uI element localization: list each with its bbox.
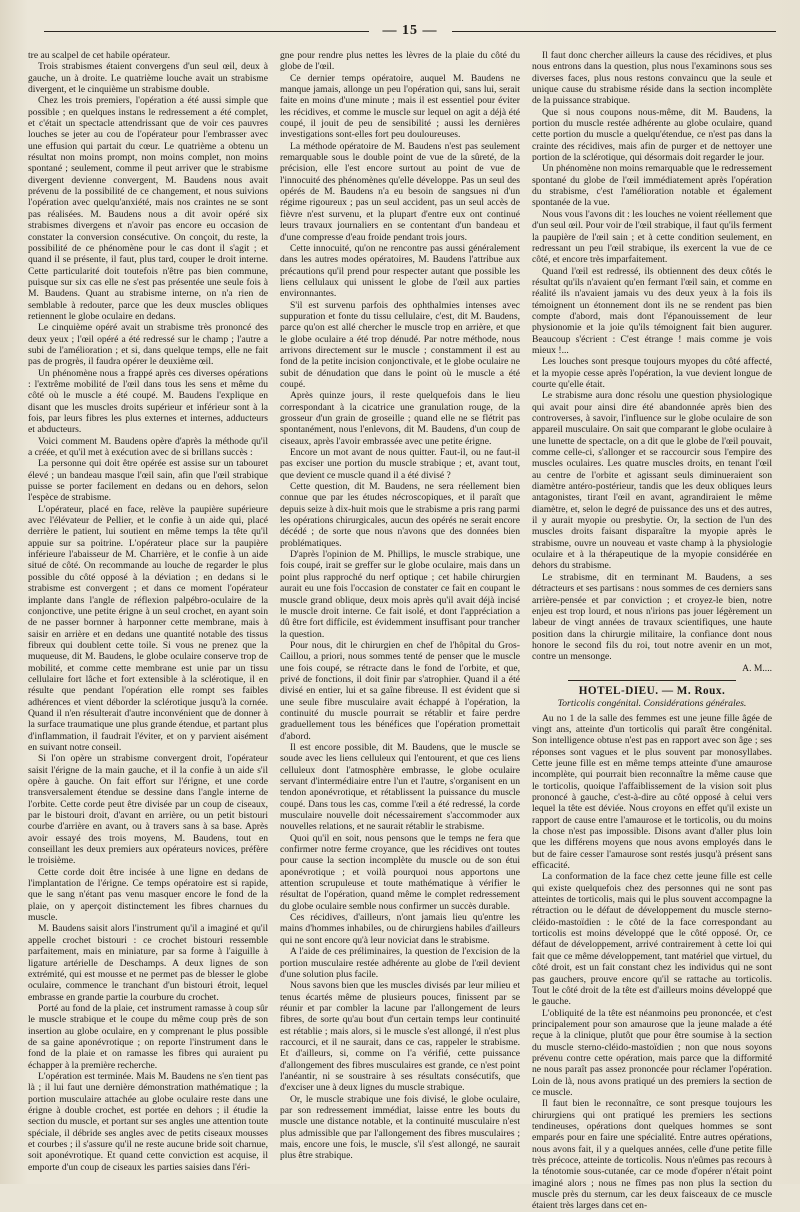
paragraph: Un phénomène non moins remarquable que le redressement spontané du globe de l'œil immédiatement après l'opération du strabisme, c'est l'amélioration notable et également spontanée de la vue. [532, 163, 772, 209]
paragraph: Que si nous coupons nous-même, dit M. Baudens, la portion du muscle restée adhérente au globe oculaire, quand cette portion du muscle a quelqu'étendue, ce n'est pas dans la crainte des récidives, mais afin de purger et de nettoyer une portion de la sclérotique, qui désormais doit regarder le jour. [532, 106, 772, 164]
paragraph: Trois strabismes étaient convergens d'un seul œil, deux à gauche, un à droite. Le quatrième louche avait un strabisme divergent, et le cinquième un strabisme double. [28, 61, 268, 96]
paragraph: S'il est survenu parfois des ophthalmies intenses avec suppuration et fonte du tissu cellulaire, c'est, dit M. Baudens, parce qu'on est allé chercher le muscle trop en arrière, et que le globe oculaire a été trop dénudé. Par notre méthode, nous arrivons directement sur le muscle ; constamment il est au fond de la petite incision conjonctivale, et le globe oculaire ne subit de dénudation que dans le point où le muscle a été coupé. [280, 299, 520, 390]
column-left [28, 50, 268, 1176]
paragraph: Le cinquième opéré avait un strabisme très prononcé des deux yeux ; l'œil opéré a été redressé sur le champ ; l'autre a subi de l'amélioration ; et si, dans quelque temps, elle ne fait pas de progrès, il faudra opérer le deuxième œil. [28, 322, 268, 368]
header-rule-right [452, 31, 777, 32]
paragraph: Un phénomène nous a frappé après ces diverses opérations : l'extrême mobilité de l'œil dans tous les sens et même du côté où le muscle a été coupé. M. Baudens l'explique en disant que les muscles droits supérieur et inférieur sont à la fois, par leurs fibres les plus externes et internes, adducteurs et abducteurs. [28, 367, 268, 436]
section-divider [568, 680, 736, 681]
paragraph: Nous vous l'avons dit : les louches ne voient réellement que d'un seul œil. Pour voir de l'œil strabique, il faut qu'ils ferment la paupière de l'œil sain ; et à cette condition seulement, en redressant un peu l'œil strabique, ils exercent la vue de ce côté, et encore très imparfaitement. [532, 208, 772, 266]
paragraph: Voici comment M. Baudens opère d'après la méthode qu'il a créée, et qu'il met à exécution avec de si brillans succès : [28, 435, 268, 459]
paragraph: Si l'on opère un strabisme convergent droit, l'opérateur saisit l'érigne de la main gauche, et il la confie à un aide s'il opère à gauche. On fait effort sur l'érigne, et une corde transversalement étendue se dessine dans l'angle interne de l'orbite. Cette corde peut être divisée par un coup de ciseaux, par le bistouri droit, d'avant en arrière, ou un petit bistouri courbe d'arrière en avant, ou à travers sans à sa base. Après avoir essayé des trois moyens, M. Baudens, tout en conseillant les deux premiers aux opérateurs novices, préfère le troisième. [28, 753, 268, 867]
paragraph: Cette corde doit être incisée à une ligne en dedans de l'implantation de l'érigne. Ce temps opératoire est si rapide, que le sang n'étant pas venu masquer encore le fond de la plaie, on y aperçoit distinctement les fibres charnues du muscle. [28, 866, 268, 924]
paragraph: Nous savons bien que les muscles divisés par leur milieu et tenus écartés même de plusieurs pouces, finissent par se réunir et par combler la lacune par l'allongement de leurs fibres, de sorte qu'au bout d'un certain temps leur continuité est rétablie ; mais alors, si le muscle s'est allongé, il n'est plus raccourci, et il ne saurait, dans ce cas, rappeler le strabisme. Et d'ailleurs, si, comme on l'a vérifié, cette puissance d'allongement des fibres musculaires est grande, ce n'est point l'anéantir, ni se soustraire à ses résultats consécutifs, que d'exciser une à deux lignes du muscle strabique. [280, 980, 520, 1094]
paragraph: A l'aide de ces préliminaires, la question de l'excision de la portion musculaire restée adhérente au globe de l'œil devient d'une solution plus facile. [280, 946, 520, 980]
paragraph: Ces récidives, d'ailleurs, n'ont jamais lieu qu'entre les mains d'hommes inhabiles, ou de chirurgiens habiles d'ailleurs qui ne sont encore qu'à leur noviciat dans le strabisme. [280, 912, 520, 946]
paragraph: M. Baudens saisit alors l'instrument qu'il a imaginé et qu'il appelle crochet bistouri : ce crochet bistouri ressemble parfaitement, mais en miniature, par sa forme à l'aiguille à ligature artérielle de Deschamps. A deux lignes de son extrémité, qui est mousse et ne permet pas de blesser le globe oculaire, commence le tranchant d'un bistouri étroit, lequel embrasse en grande partie la courbure du crochet. [28, 923, 268, 1003]
paragraph: Après quinze jours, il reste quelquefois dans le lieu correspondant à la cicatrice une granulation rouge, de la grosseur d'un grain de groseille ; quand elle ne se flétrit pas spontanément, nous l'enlevons, dit M. Baudens, d'un coup de ciseaux, après l'avoir embrassée avec une petite érigne. [280, 390, 520, 447]
paragraph: Au no 1 de la salle des femmes est une jeune fille âgée de vingt ans, atteinte d'un torticolis qui paraît être congénital. Son intelligence obtuse n'est pas en rapport avec son âge ; ses réponses sont vagues et le plus souvent par monosyllabes. Cette jeune fille est en même temps atteinte d'une amaurose incomplète, qui pourrait bien reconnaître la même cause que le torticolis, quoique l'affaiblissement de la vision soit plus prononcé à gauche, c'est-à-dire au côté opposé à celui vers lequel la tête est déviée. Nous croyons en effet qu'il existe un rapport de cause entre l'amaurose et le torticolis, ou du moins la chose n'est pas impossible. Disons avant d'aller plus loin que les différens moyens que nous avons employés dans le but de faire cesser l'amaurose sont restés jusqu'à présent sans efficacité. [532, 712, 772, 872]
section-title: HOTEL-DIEU. — M. Roux. [578, 684, 726, 697]
paragraph: La conformation de la face chez cette jeune fille est celle qui existe quelquefois chez des personnes qui ne sont pas atteintes de torticolis, mais qui le plus souvent accompagne la rétraction ou le défaut de développement du muscle sterno-cléido-mastoïdien : le côté de la face correspondant au torticolis est moins développé que le côté opposé. Or, ce défaut de développement, arrivé contrairement à cette loi qui fait que ce même développement, tant matériel que virtuel, du côté droit, est un fait constant chez les individus qui ne sont pas gauchers, prouve encore qu'il se rattache au torticolis. Tout le côté droit de la tête est d'ailleurs moins développé que le gauche. [532, 871, 772, 1008]
paragraph: Cette innocuité, qu'on ne rencontre pas aussi généralement dans les autres modes opératoires, M. Baudens l'attribue aux précautions qu'il prend pour respecter autant que possible les liens cellulaux qui unissent le globe de l'œil aux parties environnantes. [280, 242, 520, 300]
paragraph: Il faut bien le reconnaître, ce sont presque toujours les chirurgiens qui ont pratiqué les premiers les sections tendineuses, opérations dont quelques hommes se sont emparés pour en faire une spécialité. Entre autres opérations, nous avons fait, il y a quelques années, celle d'une petite fille très précoce, atteinte de torticolis. Nous n'eûmes pas recours à la ténotomie sous-cutanée, car ce mode d'opérer n'était point imaginé alors ; nous ne fîmes pas non plus la section du muscle près du sternum, car les deux faisceaux de ce muscle étaient très larges dans cet en- [532, 1098, 772, 1212]
paragraph: Il faut donc chercher ailleurs la cause des récidives, et plus nous entrons dans la question, plus nous l'examinons sous ses diverses faces, plus nous restons convaincu que la seule et unique cause du strabisme réside dans la section incomplète de la puissance strabique. [532, 50, 772, 107]
paragraph: Porté au fond de la plaie, cet instrument ramasse à coup sûr le muscle strabique et le coupe du même coup près de son insertion au globe oculaire, en y comprenant le plus possible de sa gaine aponévrotique ; on reporte l'instrument dans le fond de la plaie et on ramasse les fibres qui auraient pu échapper à la première recherche. [28, 1002, 268, 1071]
paragraph: Le strabisme aura donc résolu une question physiologique qui avait pour ainsi dire été abandonnée après bien des controverses, à savoir, l'influence sur le globe oculaire de son appareil musculaire. On sait que comparant le globe oculaire à une lunette de spectacle, on a dit que le globe de l'œil pouvait, comme celle-ci, s'allonger et se raccourcir sous l'empire des muscles oculaires. Les quatre muscles droits, en tenant l'œil au centre de l'orbite et agissant seuls diminueraient son diamètre antéro-postérieur, tandis que les deux obliques leurs antagonistes, tirant l'œil en avant, agrandiraient le même diamètre, et, selon le degré de puissance des uns et des autres, il y aurait myopie ou presbytie. Or, la section de l'un des muscles droits faisant disparaître la myopie après le strabisme, ouvre un nouveau et vaste champ à la physiologie oculaire et à la thérapeutique de la myopie considérée en dehors du strabisme. [532, 390, 772, 572]
paragraph: Le strabisme, dit en terminant M. Baudens, a ses détracteurs et ses partisans : nous sommes de ces derniers sans arrière-pensée et par conviction ; et croyez-le bien, notre enjeu est trop lourd, et nous n'irions pas jouer légèrement un labeur de vingt années de travaux scientifiques, une haute position dans la chirurgie militaire, la confiance dont nous honore le second fils du roi, tout notre avenir en un mot, contre un mensonge. [532, 571, 772, 663]
paragraph: D'après l'opinion de M. Phillips, le muscle strabique, une fois coupé, irait se greffer sur le globe oculaire, mais dans un point plus rapproché du nerf optique ; cet habile chirurgien aurait eu une fois l'occasion de constater ce fait en coupant le muscle grand oblique, deux mois après qu'il avait déjà incisé le muscle droit interne. Ce fait isolé, et dont l'appréciation a dû être fort difficile, est évidemment insuffisant pour trancher la question. [280, 549, 520, 640]
paragraph: gne pour rendre plus nettes les lèvres de la plaie du côté du globe de l'œil. [280, 50, 520, 73]
paragraph: La méthode opératoire de M. Baudens n'est pas seulement remarquable sous le double point de vue de la sûreté, de la précision, elle l'est encore surtout au point de vue de l'innocuité des phénomènes qu'elle développe. Pas un seul des opérés de M. Baudens n'a eu besoin de sangsues ni d'un régime rigoureux ; pas un seul accident, pas un seul accès de fièvre n'est survenu, et la plupart d'entre eux ont continué leurs travaux journaliers en se contentant d'un bandeau et d'une compresse d'eau froide pendant trois jours. [280, 140, 520, 243]
paragraph: La personne qui doit être opérée est assise sur un tabouret élevé ; un bandeau masque l'œil sain, afin que l'œil strabique puisse se porter facilement en dedans ou en dehors, selon l'espèce de strabisme. [28, 458, 268, 504]
signature: A. M.... [742, 662, 772, 674]
section-subtitle: Torticolis congénital. Considérations générales. [557, 698, 747, 710]
page-number: — 15 — [382, 23, 438, 38]
paragraph: Les louches sont presque toujours myopes du côté affecté, et la myopie cesse après l'opération, la vue devient longue de courte qu'elle était. [532, 356, 772, 390]
paragraph: Quoi qu'il en soit, nous pensons que le temps ne fera que confirmer notre ferme croyance, que les récidives ont toutes pour cause la section incomplète du muscle ou de son étui aponévrotique ; et voilà pourquoi nous apportons une attention scrupuleuse et toute mathématique à vérifier le résultat de l'opération, quand même le complet redressement du globe oculaire semble nous confirmer un succès durable. [280, 832, 520, 912]
column-right [532, 50, 772, 1212]
paragraph: L'obliquité de la tête est néanmoins peu prononcée, et c'est principalement pour son amaurose que la jeune malade a été reçue à la clinique, plutôt que pour être soumise à la section du muscle sterno-cléido-mastoïdien ; non que nous soyons prévenu contre cette opération, mais parce que la difformité ne nous paraît pas assez prononcée pour réclamer l'opération. Loin de là, nous avons pratiqué un des premiers la section de ce muscle. [532, 1007, 772, 1098]
paragraph: Cette question, dit M. Baudens, ne sera réellement bien connue que par les études nécroscopiques, et il paraît que depuis seize à dix-huit mois que le strabisme a pris rang parmi les opérations chirurgicales, aucun des opérés ne serait encore décédé ; de sorte que nous n'avons que des données bien problématiques. [280, 481, 520, 549]
paragraph: Il est encore possible, dit M. Baudens, que le muscle se soude avec les liens celluleux qui l'entourent, et que ces liens celluleux dont l'atmosphère embrasse, le globe oculaire servant d'intermédiaire entre l'un et l'autre, s'organisent en un tendon aponévrotique, et rétablissent la puissance du muscle coupé. Dans tous les cas, comme l'œil a été redressé, la corde musculaire nouvelle doit nécessairement s'accommoder aux nouvelles relations, et ne saurait rétablir le strabisme. [280, 741, 520, 833]
paragraph: Pour nous, dit le chirurgien en chef de l'hôpital du Gros-Caillou, a priori, nous sommes tenté de penser que le muscle une fois coupé, se rétracte dans le fond de l'orbite, et que, privé de fonctions, il doit finir par s'atrophier. Quand il a été divisé en entier, lui et sa gaîne fibreuse. Il est évident que si une seule fibre musculaire avait échappé à l'opération, la continuité du muscle pourrait se rétablir et faire perdre graduellement tous les bénéfices que l'opération promettait d'abord. [280, 639, 520, 742]
paragraph: Ce dernier temps opératoire, auquel M. Baudens ne manque jamais, allonge un peu l'opération qui, sans lui, serait faite en moins d'une minute ; mais il est essentiel pour éviter les récidives, et comme le muscle sur lequel on agit a déjà été coupé, il jouit de peu de sensibilité ; aussi les dernières investigations sont-elles fort peu douloureuses. [280, 72, 520, 141]
paragraph: Quand l'œil est redressé, ils obtiennent des deux côtés le résultat qu'ils n'avaient qu'en fermant l'œil sain, et comme en réalité ils n'avaient jamais vu des deux yeux à la fois ils témoignent un étonnement dont ils ne se rendent pas bien compte d'abord, mais dont l'épanouissement de leur physionomie et la joie qu'ils témoignent fait bien augurer. Beaucoup s'écrient : C'est étrange ! mais comme je vois mieux !... [532, 265, 772, 356]
paragraph: L'opération est terminée. Mais M. Baudens ne s'en tient pas là ; il lui faut une dernière démonstration mathématique ; la portion musculaire attachée au globe oculaire reste dans une érigne à double crochet, est portée en dehors ; il étudie la section du muscle, et portant sur ses angles une attention toute spéciale, il débride ses angles avec de petits ciseaux mousses et courbes ; il s'assure qu'il ne reste aucune bride soit charnue, soit aponévrotique. Et quand cette conviction est acquise, il emporte d'un coup de ciseaux les parties saisies dans l'éri- [28, 1070, 268, 1173]
page-header [30, 18, 790, 44]
paragraph: Encore un mot avant de nous quitter. Faut-il, ou ne faut-il pas exciser une portion du muscle strabique ; et, avant tout, que devient ce muscle quand il a été divisé ? [280, 447, 520, 481]
header-rule-left [44, 31, 369, 32]
paragraph: Or, le muscle strabique une fois divisé, le globe oculaire, par son redressement immédiat, laisse entre les bouts du muscle une distance notable, et la continuité musculaire n'est plus admissible que par l'allongement des fibres musculaires ; mais, encore une fois, le muscle, s'il s'est allongé, ne saurait plus être strabique. [280, 1093, 520, 1162]
text-columns [28, 50, 800, 1212]
column-middle [280, 50, 520, 1176]
paragraph: L'opérateur, placé en face, relève la paupière supérieure avec l'élévateur de Pellier, et le confie à un aide qui, placé derrière le patient, lui soutient en même temps la tête qu'il appuie sur sa poitrine. L'opérateur place sur la paupière inférieure l'abaisseur de M. Charrière, et le confie à un aide situé de côté. On recommande au louche de regarder le plus possible du côté opposé à la déviation ; en dedans si le strabisme est convergent ; et dans ce moment l'opérateur implante dans l'angle de réflexion palpébro-oculaire de la conjonctive, une petite érigne à un seul crochet, en ayant soin de ne passer bornner à harponner cette membrane, mais à saisir en arrière et en dedans une quantité notable des tissus fibreux qui doublent cette toile. Si vous ne prenez que la muqueuse, dit M. Baudens, le globe oculaire conserve trop de mobilité, et comme cette membrane est unie par un tissu cellulaire fort lâche et fort extensible à la sclérotique, il en résulte que pendant l'opération elle rompt ses faibles adhérences et vient déborder la sclérotique jusqu'à la cornée. Quand il n'en résulterait d'autre inconvénient que de donner à la surface traumatique une plus grande étendue, et partant plus d'inflammation, il faudrait l'éviter, et on y parvient aisément en suivant notre conseil. [28, 503, 268, 753]
paragraph: Chez les trois premiers, l'opération a été aussi simple que possible ; en quelques instans le redressement a été complet, et c'était un spectacle attendrissant que de voir ces pauvres louches se jeter au cou de l'opérateur pour l'embrasser avec une effusion qui partait du cœur. Le quatrième a obtenu un résultat non moins prompt, non moins complet, non moins spontané ; seulement, comme il peut arriver que le strabisme divergent devienne convergent, M. Baudens nous avait prévenu de la possibilité de ce changement, et nous suivions l'opération avec quelqu'anxiété, mais nos craintes ne se sont pas réalisées. M. Baudens nous a dit avoir opéré six strabismes divergens et n'avoir pas encore eu occasion de constater la conversion consécutive. On conçoit, du reste, la possibilité de ce phénomène pour le cas dont il s'agit ; et quand il se présente, il faut, plus tard, couper le droit interne. Cette particularité doit toutefois n'être pas bien commune, puisque sur six cas elle ne s'est pas présentée une seule fois à M. Baudens. Quant au strabisme interne, on n'a rien de semblable à redouter, parce que les deux muscles obliques retiennent le globe oculaire en dedans. [28, 95, 268, 322]
paragraph: tre au scalpel de cet habile opérateur. [28, 50, 170, 61]
